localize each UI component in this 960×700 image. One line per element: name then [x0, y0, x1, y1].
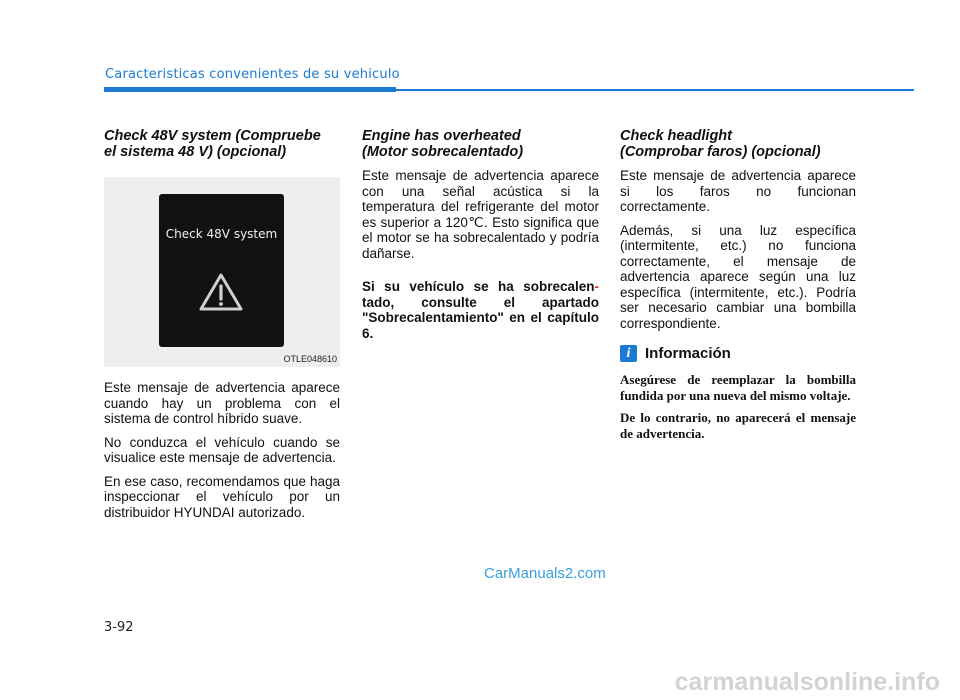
- footer-watermark: carmanualsonline.info: [674, 668, 940, 696]
- heading-line-2: (Motor sobrecalentado): [362, 144, 524, 160]
- column-check-headlight: [620, 128, 856, 448]
- paragraph-2: No conduzca el vehículo cuando se visualice este mensaje de advertencia.: [104, 434, 340, 465]
- warning-triangle-icon: [198, 272, 244, 312]
- cluster-display: [159, 194, 284, 347]
- instruction-part-1: Si su vehículo se ha sobrecalen: [362, 279, 595, 294]
- instruction-part-2: tado, consulte el apartado "Sobrecalentamiento" en el capítulo 6.: [362, 294, 599, 341]
- heading-line-1: Check headlight: [620, 128, 732, 144]
- heading-check-48v: [104, 128, 340, 160]
- heading-check-headlight: [620, 128, 856, 160]
- paragraph-3: En ese caso, recomendamos que haga inspeccionar el vehículo por un distribuidor HYUNDAI autorizado.: [104, 473, 340, 520]
- soft-hyphen: -: [594, 279, 599, 294]
- column-engine-overheated: [362, 128, 599, 341]
- header-title: Caracteristicas convenientes de su vehiculo: [105, 67, 400, 82]
- paragraph-1: Este mensaje de advertencia aparece cuando hay un problema con el sistema de control híbrido suave.: [104, 380, 340, 426]
- figure-check-48v: [104, 177, 340, 367]
- info-paragraph-2: De lo contrario, no aparecerá el mensaje de advertencia.: [620, 410, 856, 441]
- page-number: 3-92: [104, 620, 134, 635]
- header-bar-thick: [104, 87, 396, 92]
- column-check-48v: [104, 128, 340, 528]
- heading-line-2: (Comprobar faros) (opcional): [620, 144, 821, 160]
- heading-line-2: el sistema 48 V) (opcional): [104, 144, 287, 160]
- info-icon: i: [620, 345, 637, 362]
- heading-line-1: Check 48V system (Compruebe: [104, 128, 321, 144]
- heading-engine-overheated: [362, 128, 599, 160]
- display-message: Check 48V system: [165, 227, 278, 241]
- paragraph-2: Además, si una luz específica (intermitente, etc.) no funciona correctamente, el mensaje de advertencia aparece según una luz específica (intermitente, etc.). Podría ser necesario cambiar una bombilla correspondiente.: [620, 222, 856, 331]
- paragraph-overheat: Este mensaje de advertencia aparece con una señal acústica si la temperatura del refrigerante del motor es superior a 120℃. Esto significa que el motor se ha sobrecalentado y podría dañarse.: [362, 168, 599, 261]
- header-bar-thin: [396, 89, 914, 91]
- figure-code: OTLE048610: [283, 354, 337, 364]
- heading-line-1: Engine has overheated: [362, 128, 521, 144]
- info-title: Información: [645, 345, 731, 362]
- watermark-link[interactable]: CarManuals2.com: [484, 565, 606, 582]
- info-header: [620, 345, 856, 362]
- info-paragraph-1: Asegúrese de reemplazar la bombilla fundida por una nueva del mismo voltaje.: [620, 372, 856, 403]
- paragraph-1: Este mensaje de advertencia aparece si los faros no funcionan correctamente.: [620, 168, 856, 214]
- overheat-instruction: [362, 279, 599, 341]
